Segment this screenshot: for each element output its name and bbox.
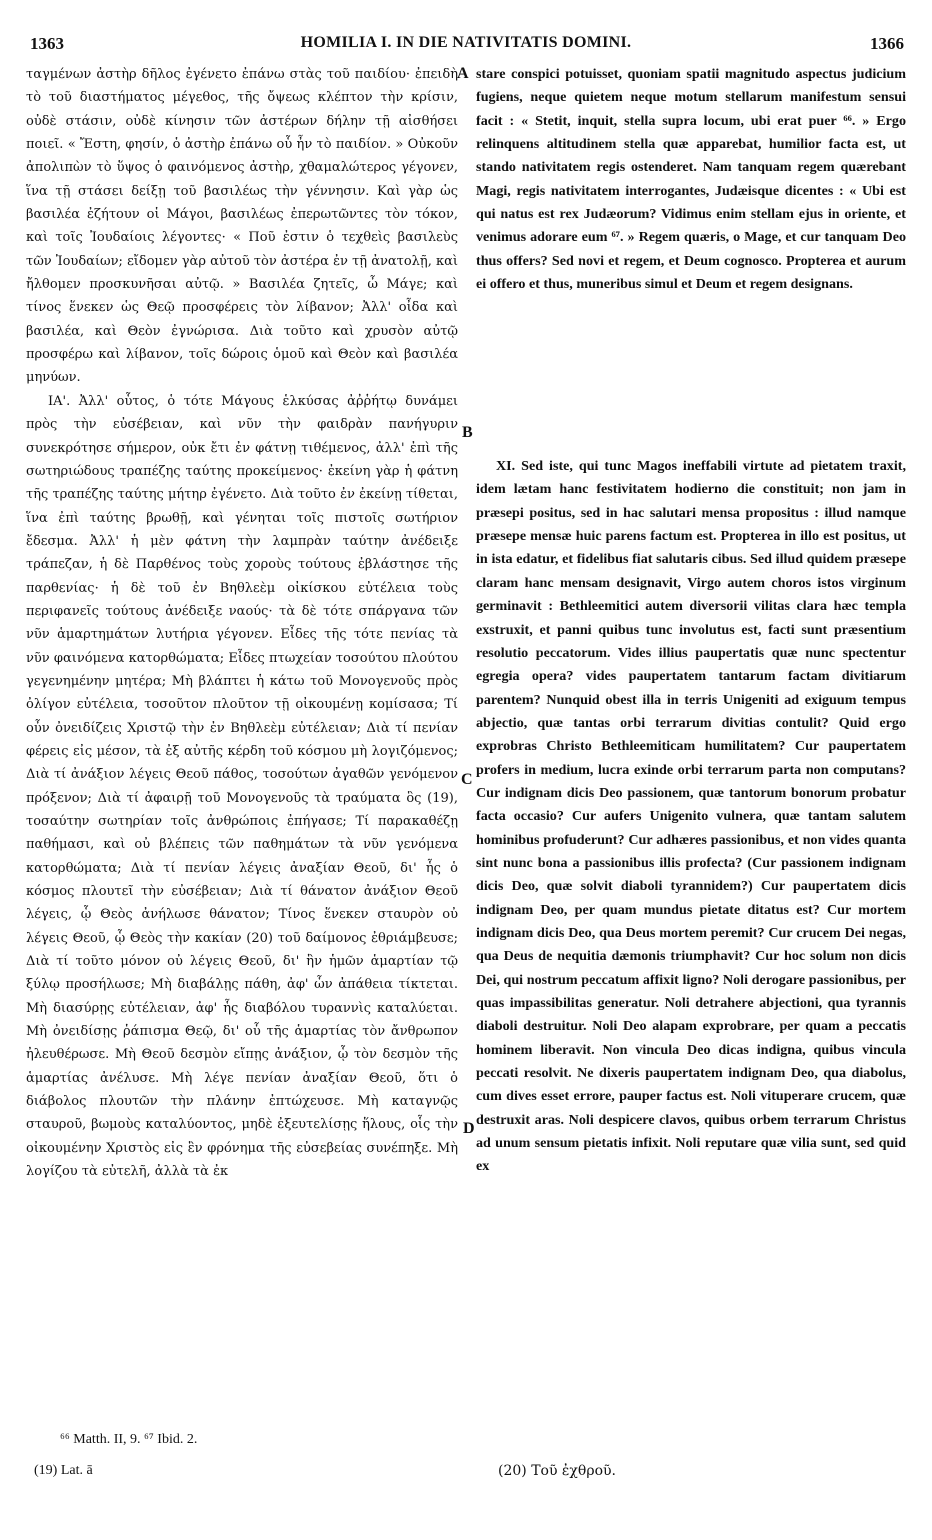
scripture-references: ⁶⁶ Matth. II, 9. ⁶⁷ Ibid. 2. bbox=[60, 1432, 198, 1447]
margin-marker-d: D bbox=[463, 1120, 475, 1137]
margin-marker-a: A bbox=[457, 65, 469, 82]
page-number-left: 1363 bbox=[30, 34, 64, 53]
greek-column bbox=[26, 63, 458, 1184]
footnote-20: (20) Τοῦ ἐχθροῦ. bbox=[498, 1463, 616, 1479]
margin-marker-b: B bbox=[462, 424, 473, 441]
latin-paragraph-2: XI. Sed iste, qui tunc Magos ineffabili virtute ad pietatem traxit, idem lætam hanc festivitatem hodierno die constituit; non jam in præsepi positus, sed in hac salutari mensa propositus : illud namque præsepe mensæ huic parens factum est. Propterea in illo est positus, ut in ista edatur, et fidelibus fiat salutaris cibus. Sed illud quidem præsepe claram hanc mensam designavit, Virgo autem choros istos virginum germinavit : Bethleemitici autem diversorii vilitas clara hæc templa exstruxit, et panni quibus tunc involutus est, facti sunt præsentium resolutio peccatorum. Vides illius paupertatis quæ nunc spectentur egregia opera? vides paupertatem tantarum factam divitiarum parentem? Nunquid obest illa in terris Unigeniti ad exiguum tempus abjectio, quæ tantas orbi terrarum divitias contulit? Quid ergo exprobras Christo Bethleemiticam humilitatem? Cur paupertatem profers in medium, lucra exinde orbi terrarum parta non computans? Cur indignam dicis Deo passionem, quæ tantorum bonorum probatur facta occasio? Cur aufers Unigenito vulnera, quæ tantam salutem hominibus profuderunt? Cur adhæres passionibus, et non vides quanta sint nunc bona a passionibus illis profecta? (Cur passionem indignam dicis Deo, quæ solvit diaboli tyrannidem?) Cur paupertatem dicis indignam Deo, per quam mundus pietate ditatus est? Cur mortem indignam dicis Deo, qua Deus mortem peremit? Cur crucem Dei negas, qua Deus de nequitia dæmonis triumphavit? Cur hoc solum non dicis Dei, qui nostrum peccatum affixit ligno? Noli derogare passionibus, per quas impassibilitas generatur. Noli detrahere abjectioni, qua tyrannis diaboli destruitur. Noli Deo alapam exprobrare, per quam a peccatis hominem liberavit. Non vincula Deo dicas indigna, quibus vincula peccati resolvit. Ne dixeris paupertatem indignam Deo, qua diabolus, cum dives esset errore, pauper factus est. Noli vituperare crucem, quæ destruxit aras. Noli despicere clavos, quibus orbem terrarum Christus ad unum sensum pietatis infixit. Noli reputare quæ vilia sunt, sed quid ex bbox=[476, 458, 906, 1175]
page-number-right: 1366 bbox=[870, 34, 904, 53]
latin-paragraph-1: stare conspici potuisset, quoniam spatii magnitudo aspectus judicium fugiens, neque quietem neque motum stellarum manifestum sensui facit : « Stetit, inquit, stella supra locum, ubi erat puer ⁶⁶. » Ergo relinquens altitudinem stella quæ apparebat, humilior facta est, ut stando nativitatem regis ostenderet. Nam tanquam regem quærebant Magi, regis nativitatem interrogantes, Judæisque dicentes : « Ubi est qui natus est rex Judæorum? Vidimus enim stellam ejus in oriente, et venimus adorare eum ⁶⁷. » Regem quæris, o Mage, et cur tanquam Deo thus offers? Sed novi et regem, et Deum cognosco. Propterea et aurum ei offero et thus, muneribus simul et Deum et regem designans. bbox=[476, 66, 906, 293]
latin-column bbox=[476, 63, 906, 296]
page-title: HOMILIA I. IN DIE NATIVITATIS DOMINI. bbox=[300, 34, 632, 51]
greek-paragraph-2: ΙΑ'. Ἀλλ' οὗτος, ὁ τότε Μάγους ἑλκύσας ἀῤῥήτῳ δυνάμει πρὸς τὴν εὐσέβειαν, καὶ νῦν τὴν φαιδρὰν πανήγυριν συνεκρότησε σήμερον, οὐκ ἔτι ἐν φάτνῃ τιθέμενος, ἀλλ' ἐπὶ τῆς σωτηριώδους τραπέζης ταύτης προκείμενος· ἐκείνη γὰρ ἡ φάτνη τῆς τραπέζης ταύτης μήτηρ ἐγένετο. Διὰ τοῦτο ἐν ἐκείνῃ τίθεται, ἵνα ἐπὶ ταύτης βρωθῇ, καὶ γένηται τοῖς πιστοῖς σωτήριον ἔδεσμα. Ἀλλ' ἡ μὲν φάτνη τὴν λαμπρὰν ταύτην ἀνέδειξε τράπεζαν, ἡ δὲ Παρθένος τοὺς χοροὺς τούτους ἐβλάστησε τῆς παρθενίας· ἡ δὲ τοῦ ἐν Βηθλεὲμ οἰκίσκου εὐτέλεια τοὺς περιφανεῖς τούτους ἀνέδειξε ναούς· τὰ δὲ τότε σπάργανα τῶν νῦν ἁμαρτημάτων λυτήρια γέγονεν. Εἶδες τῆς τότε πενίας τὰ νῦν φαινόμενα κατορθώματα; Εἶδες πτωχείαν τοσούτου πλούτου γεγενημένην μητέρα; Μὴ βλάπτει ἡ κάτω τοῦ Μονογενοῦς πρὸς ὀλίγον εὐτέλεια, τοσοῦτον πλοῦτον τῇ οἰκουμένῃ κομίσασα; Τί οὖν ὀνειδίζεις Χριστῷ τὴν ἐν Βηθλεὲμ εὐτέλειαν; Διὰ τί πενίαν φέρεις εἰς μέσον, τὰ ἐξ αὐτῆς κέρδη τοῦ κόσμου μὴ λογιζόμενος; Διὰ τί ἀνάξιον λέγεις Θεοῦ πάθος, τοσούτων ἀγαθῶν γενόμενον πρόξενον; Διὰ τί ἀφαιρῇ τοῦ Μονογενοῦς τὰ τραύματα ὃς (19), τοσαύτην σωτηρίαν τοῖς ἀνθρώποις ἐπήγασε; Τί παρακαθέζῃ παθήμασι, καὶ οὐ βλέπεις τῶν παθημάτων τὰ νῦν γενόμενα κατορθώματα; Διὰ τί πενίαν λέγεις ἀναξίαν Θεοῦ, δι' ἧς ὁ κόσμος πλουτεῖ τὴν εὐσέβειαν; Διὰ τί θάνατον ἀνάξιον Θεοῦ λέγεις, ᾧ Θεὸς ἀνήλωσε θάνατον; Τίνος ἕνεκεν σταυρὸν οὐ λέγεις Θεοῦ, ᾧ Θεὸς τὴν κακίαν (20) τοῦ δαίμονος ἐθριάμβευσε; Διὰ τί τοῦτο μόνον οὐ λέγεις Θεοῦ, δι' ἣν ἡμῶν ἁμαρτίαν τῷ ξύλῳ προσήλωσε; Μὴ διαβάλῃς πάθη, ἀφ' ὧν ἀπάθεια τίκτεται. Μὴ διασύρῃς εὐτέλειαν, ἀφ' ἧς διαβόλου τυραννὶς καταλύεται. Μὴ ὀνειδίσῃς ῥάπισμα Θεῷ, δι' οὗ τῆς ἁμαρτίας τὸν ἄνθρωπον ἠλευθέρωσε. Μὴ Θεοῦ δεσμὸν εἴπῃς ἀνάξιον, ᾧ τὸν δεσμὸν τῆς ἁμαρτίας ἀνέλυσε. Μὴ λέγε πενίαν ἀναξίαν Θεοῦ, ὅτι ὁ διάβολος πλουτῶν τὴν πλάνην ἐπτώχευσε. Μὴ καταγνῷς σταυροῦ, βωμοὺς καταλύοντος, μηδὲ ἐξευτελίσῃς ἥλους, οἷς τὴν οἰκουμένην Χριστὸς εἰς ἓν φρόνημα τῆς εὐσεβείας συνέπηξε. Μὴ λογίζου τὰ εὐτελῆ, ἀλλὰ τὰ ἐκ bbox=[26, 393, 458, 1180]
greek-paragraph-1: ταγμένων ἀστὴρ δῆλος ἐγένετο ἐπάνω στὰς τοῦ παιδίου· ἐπειδὴ τὸ τοῦ διαστήματος μέγεθος, τῆς ὄψεως κλέπτον τὴν κρίσιν, οὐδὲ στάσιν, οὐδὲ κίνησιν τῶν ἀστέρων δήλην τῇ αἰσθήσει ποιεῖ. « Ἔστη, φησίν, ὁ ἀστὴρ ἐπάνω οὗ ἦν τὸ παιδίον. » Οὐκοῦν ἀπολιπὼν τὸ ὕψος ὁ φαινόμενος ἀστὴρ, χθαμαλώτερος γέγονεν, ἵνα τῇ στάσει δείξῃ τοῦ βασιλέως τὴν γέννησιν. Καὶ γὰρ ὡς βασιλέα ἐζήτουν οἱ Μάγοι, βασιλέως ἐπερωτῶντες τὸν τόκον, καὶ τοῖς Ἰουδαίοις λέγοντες· « Ποῦ ἐστιν ὁ τεχθεὶς βασιλεὺς τῶν Ἰουδαίων; εἴδομεν γὰρ αὐτοῦ τὸν ἀστέρα ἐν τῇ ἀνατολῇ, καὶ ἤλθομεν προσκυνῆσαι αὐτῷ. » Βασιλέα ζητεῖς, ὦ Μάγε; καὶ τίνος ἕνεκεν ὡς Θεῷ προσφέρεις τὸν λίβανον; Ἀλλ' οἶδα καὶ βασιλέα, καὶ Θεὸν ἐγνώρισα. Διὰ τοῦτο καὶ χρυσὸν αὐτῷ προσφέρω καὶ λίβανον, τοῖς δώροις ὁμοῦ καὶ Θεὸν καὶ βασιλέα μηνύων. bbox=[26, 67, 458, 386]
footnote-19: (19) Lat. ā bbox=[34, 1463, 93, 1478]
running-header bbox=[0, 34, 932, 56]
margin-marker-c: C bbox=[461, 771, 473, 788]
